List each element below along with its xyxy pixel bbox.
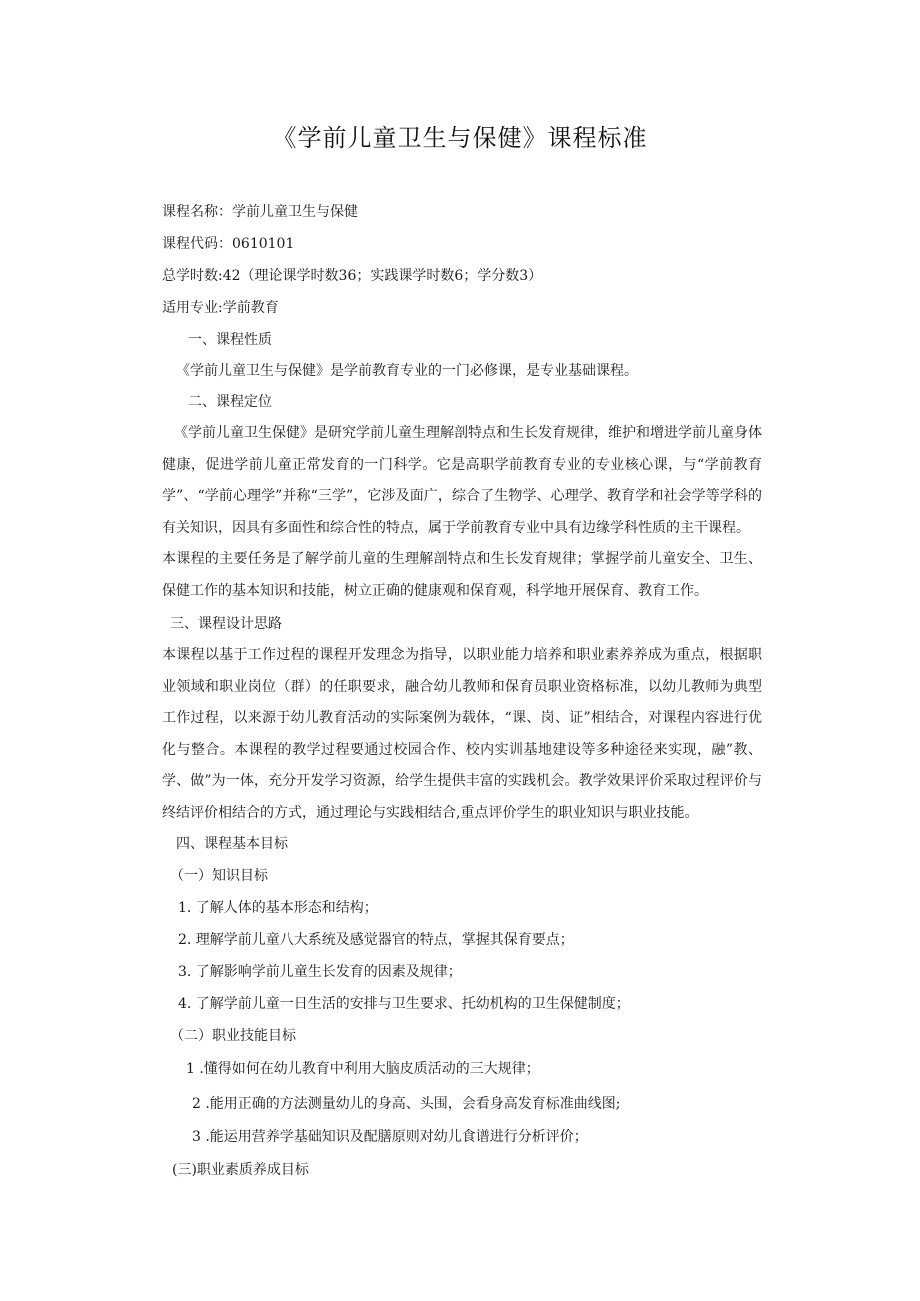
position-paragraph-1 [162, 418, 762, 544]
design-paragraph [162, 640, 762, 829]
knowledge-item-2: 2. 理解学前儿童八大系统及感觉器官的特点，掌握其保育要点； [178, 932, 574, 948]
course-code: 课程代码：0610101 [162, 236, 295, 252]
section-heading-position: 二、课程定位 [188, 394, 272, 410]
knowledge-heading: （一）知识目标 [170, 868, 268, 884]
knowledge-item-1: 1. 了解人体的基本形态和结构； [178, 900, 378, 916]
knowledge-item-4: 4. 了解学前儿童一日生活的安排与卫生要求、托幼机构的卫生保健制度； [178, 996, 630, 1012]
page-title: 《学前儿童卫生与保健》课程标准 [272, 124, 648, 152]
course-hours: 总学时数:42（理论课学时数36；实践课学时数6；学分数3） [162, 268, 543, 284]
position-paragraph-2 [162, 544, 762, 607]
quality-heading: (三)职业素质养成目标 [172, 1162, 309, 1178]
skills-item-3: 3 .能运用营养学基础知识及配膳原则对幼儿食谱进行分析评价； [192, 1129, 588, 1145]
position-p2-text: 本课程的主要任务是了解学前儿童的生理解剖特点和生长发育规律；掌握学前儿童安全、卫生、保健工作的基本知识和技能，树立正确的健康观和保育观，科学地开展保育、教育工作。 [162, 551, 762, 599]
skills-heading: （二）职业技能目标 [170, 1028, 296, 1044]
section-heading-design: 三、课程设计思路 [170, 616, 282, 632]
course-major: 适用专业:学前教育 [162, 300, 279, 316]
position-p1-text: 《学前儿童卫生保健》是研究学前儿童生理解剖特点和生长发育规律，维护和增进学前儿童身体健康，促进学前儿童正常发育的一门科学。它是高职学前教育专业的专业核心课，与“学前教育学”、“学前心理学”并称“三学”，它涉及面广，综合了生物学、心理学、教育学和社会学等学科的有关知识，因具有多面性和综合性的特点，属于学前教育专业中具有边缘学科性质的主干课程。 [162, 425, 762, 536]
skills-item-1: 1 .懂得如何在幼儿教育中利用大脑皮质活动的三大规律； [186, 1061, 540, 1077]
section-heading-nature: 一、课程性质 [188, 332, 272, 348]
course-name: 课程名称：学前儿童卫生与保健 [162, 204, 358, 220]
skills-item-2: 2 .能用正确的方法测量幼儿的身高、头围，会看身高发育标准曲线图; [192, 1096, 621, 1112]
design-p1-text: 本课程以基于工作过程的课程开发理念为指导，以职业能力培养和职业素养养成为重点，根据职业领域和职业岗位（群）的任职要求，融合幼儿教师和保育员职业资格标准，以幼儿教师为典型工作过程，以来源于幼儿教育活动的实际案例为载体，“课、岗、证”相结合，对课程内容进行优化与整合。本课程的教学过程要通过校园合作、校内实训基地建设等多种途径来实现，融”教、学、做”为一体，充分开发学习资源，给学生提供丰富的实践机会。教学效果评价采取过程评价与终结评价相结合的方式，通过理论与实践相结合,重点评价学生的职业知识与职业技能。 [162, 647, 762, 821]
knowledge-item-3: 3. 了解影响学前儿童生长发育的因素及规律； [178, 964, 462, 980]
nature-text: 《学前儿童卫生与保健》是学前教育专业的一门必修课，是专业基础课程。 [176, 363, 638, 379]
section-heading-goals: 四、课程基本目标 [176, 836, 288, 852]
